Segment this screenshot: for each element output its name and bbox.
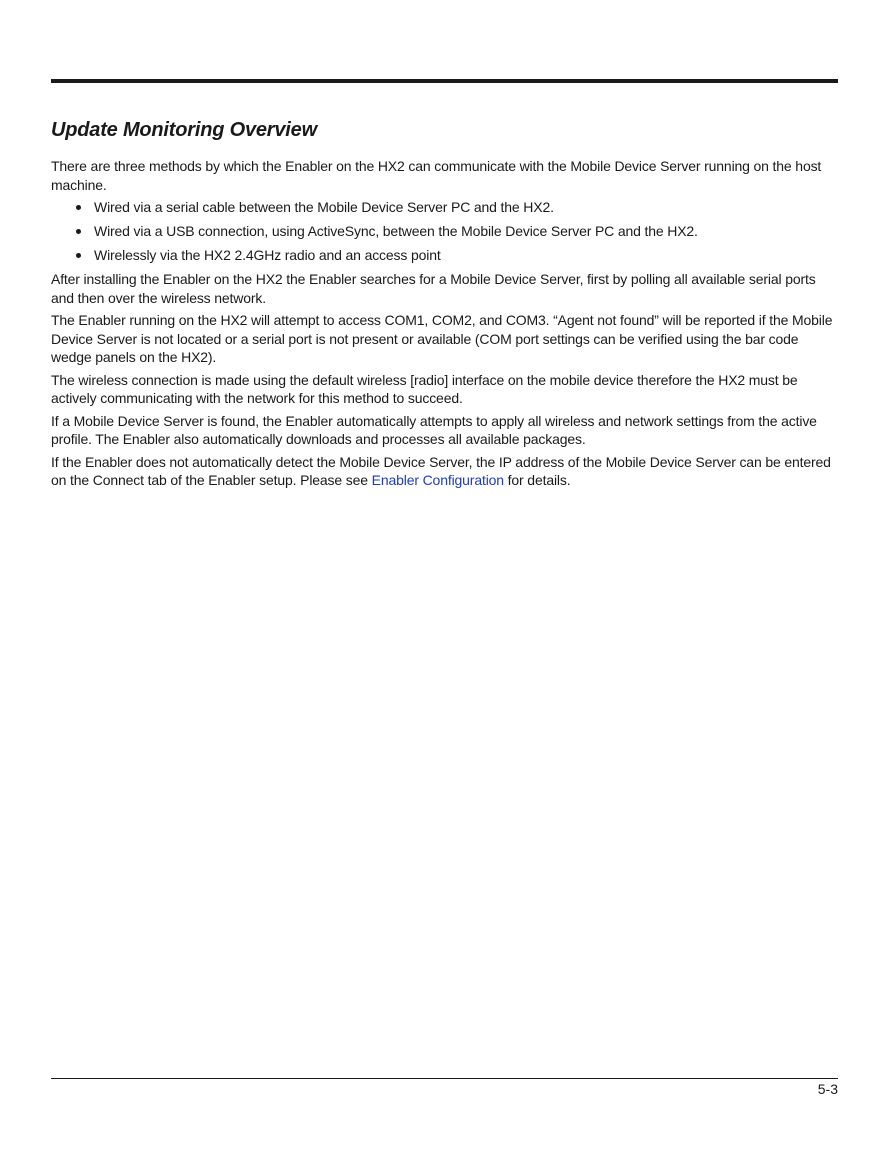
paragraph-text-after-link: for details.	[503, 472, 571, 488]
page-content	[51, 116, 841, 494]
list-item	[51, 222, 841, 241]
page-number: 5-3	[817, 1081, 838, 1097]
page-title: Update Monitoring Overview	[51, 119, 317, 141]
enabler-configuration-link[interactable]: Enabler Configuration	[371, 472, 504, 488]
footer-rule	[51, 1078, 838, 1079]
body-paragraph-wireless: The wireless connection is made using the default wireless [radio] interface on the mobile device therefore the HX2 must be actively communicating with the network for this method to succeed.	[51, 371, 798, 406]
list-item	[51, 198, 841, 217]
body-paragraph-search: After installing the Enabler on the HX2 the Enabler searches for a Mobile Device Server, first by polling all available serial ports and then over the wireless network.	[51, 271, 816, 306]
methods-list	[51, 198, 841, 265]
list-item-text: Wired via a serial cable between the Mobile Device Server PC and the HX2.	[94, 199, 554, 215]
bullet-icon	[76, 229, 81, 234]
body-paragraph-manual-connect	[51, 453, 841, 490]
bullet-icon	[76, 253, 81, 258]
body-paragraph-com-ports: The Enabler running on the HX2 will attempt to access COM1, COM2, and COM3. “Agent not found” will be reported if the Mobile Device Server is not located or a serial port is not present or available (COM port settings can be verified using the bar code wedge panels on the HX2).	[51, 312, 833, 365]
intro-paragraph: There are three methods by which the Enabler on the HX2 can communicate with the Mobile Device Server running on the host machine.	[51, 158, 822, 193]
list-item	[51, 246, 841, 265]
bullet-icon	[76, 205, 81, 210]
paragraph-text-before-link: If the Enabler does not automatically detect the Mobile Device Server, the IP address of the Mobile Device Server can be entered on the Connect tab of the Enabler setup. Please see	[51, 453, 831, 488]
header-rule	[51, 79, 838, 83]
body-paragraph-server-found: If a Mobile Device Server is found, the Enabler automatically attempts to apply all wireless and network settings from the active profile. The Enabler also automatically downloads and processes all available packages.	[51, 412, 817, 447]
list-item-text: Wired via a USB connection, using ActiveSync, between the Mobile Device Server PC and the HX2.	[94, 223, 698, 239]
list-item-text: Wirelessly via the HX2 2.4GHz radio and an access point	[94, 247, 441, 263]
